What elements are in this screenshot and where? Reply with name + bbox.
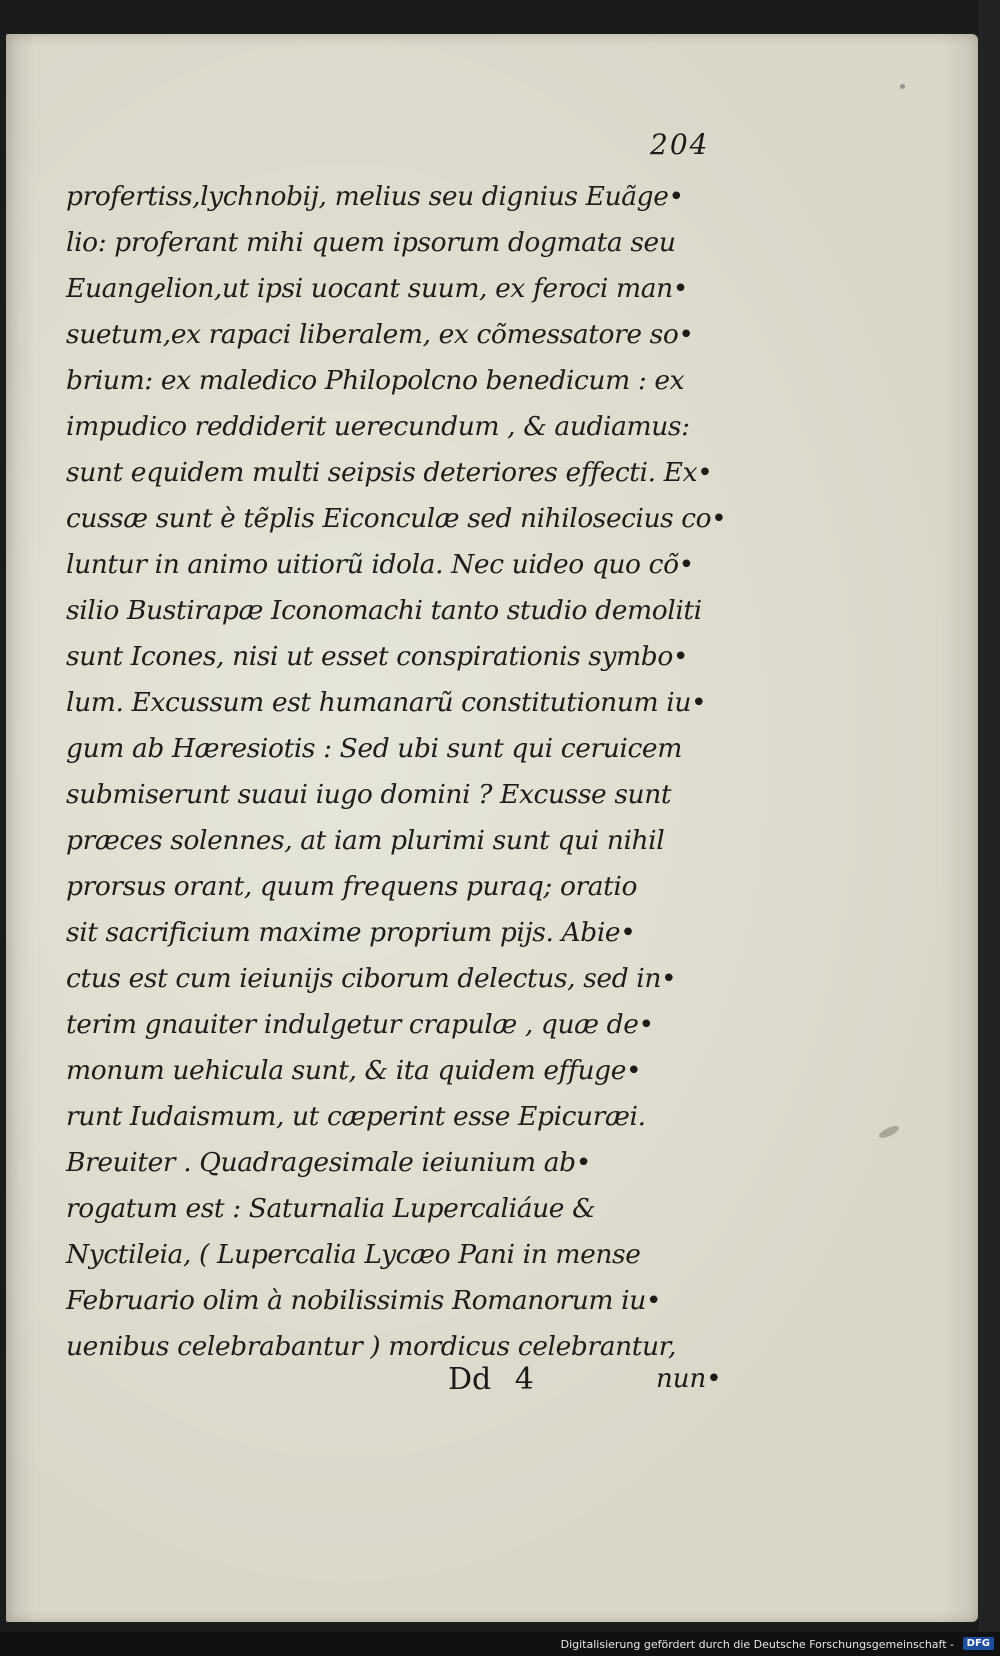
text-line: profertiss,lychnobij, melius seu dignius Euãge• (66, 181, 684, 212)
text-line: uenibus celebrabantur ) mordicus celebrantur, (66, 1331, 677, 1362)
text-line: Februario olim à nobilissimis Romanorum iu• (66, 1285, 662, 1316)
text-line: submiserunt suaui iugo domini ? Excusse sunt (66, 779, 672, 810)
text-line: Euangelion,ut ipsi uocant suum, ex feroci man• (66, 273, 689, 304)
dfg-logo: DFG (963, 1637, 994, 1650)
text-line: Breuiter . Quadragesimale ieiunium ab• (66, 1147, 591, 1178)
catchword: nun• (656, 1364, 722, 1394)
text-line: ctus est cum ieiunijs ciborum delectus, sed in• (66, 963, 677, 994)
text-line: lum. Excussum est humanarũ constitutionum iu• (66, 687, 707, 718)
scan-edge (978, 0, 1000, 1656)
text-line: sunt Icones, nisi ut esset conspirationis symbo• (66, 641, 689, 672)
text-line: runt Iudaismum, ut cæperint esse Epicuræi. (66, 1101, 646, 1132)
text-line: silio Bustirapæ Iconomachi tanto studio demoliti (66, 595, 702, 626)
text-line: sunt equidem multi seipsis deteriores effecti. Ex• (66, 457, 713, 488)
text-line: Nyctileia, ( Lupercalia Lycæo Pani in mense (66, 1239, 641, 1270)
text-line: monum uehicula sunt, & ita quidem effuge• (66, 1055, 642, 1086)
text-line: terim gnauiter indulgetur crapulæ , quæ de• (66, 1009, 654, 1040)
text-line: præces solennes, at iam plurimi sunt qui nihil (66, 825, 665, 856)
text-line: lio: proferant mihi quem ipsorum dogmata seu (66, 227, 676, 258)
text-line: gum ab Hæresiotis : Sed ubi sunt qui ceruicem (66, 733, 682, 764)
text-line: impudico reddiderit uerecundum , & audiamus: (66, 411, 690, 442)
ink-speck (900, 84, 905, 89)
text-line: rogatum est : Saturnalia Lupercaliáue & (66, 1193, 596, 1224)
footer-credit: Digitalisierung gefördert durch die Deutsche Forschungsgemeinschaft - (560, 1638, 954, 1651)
page-number: 204 (650, 128, 710, 161)
text-line: cussæ sunt è tẽplis Eiconculæ sed nihilosecius co• (66, 503, 727, 534)
text-line: prorsus orant, quum frequens puraq; oratio (66, 871, 638, 902)
signature-mark: Dd 4 (448, 1362, 534, 1397)
text-line: brium: ex maledico Philopolcno benedicum : ex (66, 365, 685, 396)
text-line: suetum,ex rapaci liberalem, ex cõmessatore so• (66, 319, 694, 350)
text-line: sit sacrificium maxime proprium pijs. Abie• (66, 917, 636, 948)
body-text (66, 174, 726, 1370)
text-line: luntur in animo uitiorũ idola. Nec uideo quo cõ• (66, 549, 694, 580)
